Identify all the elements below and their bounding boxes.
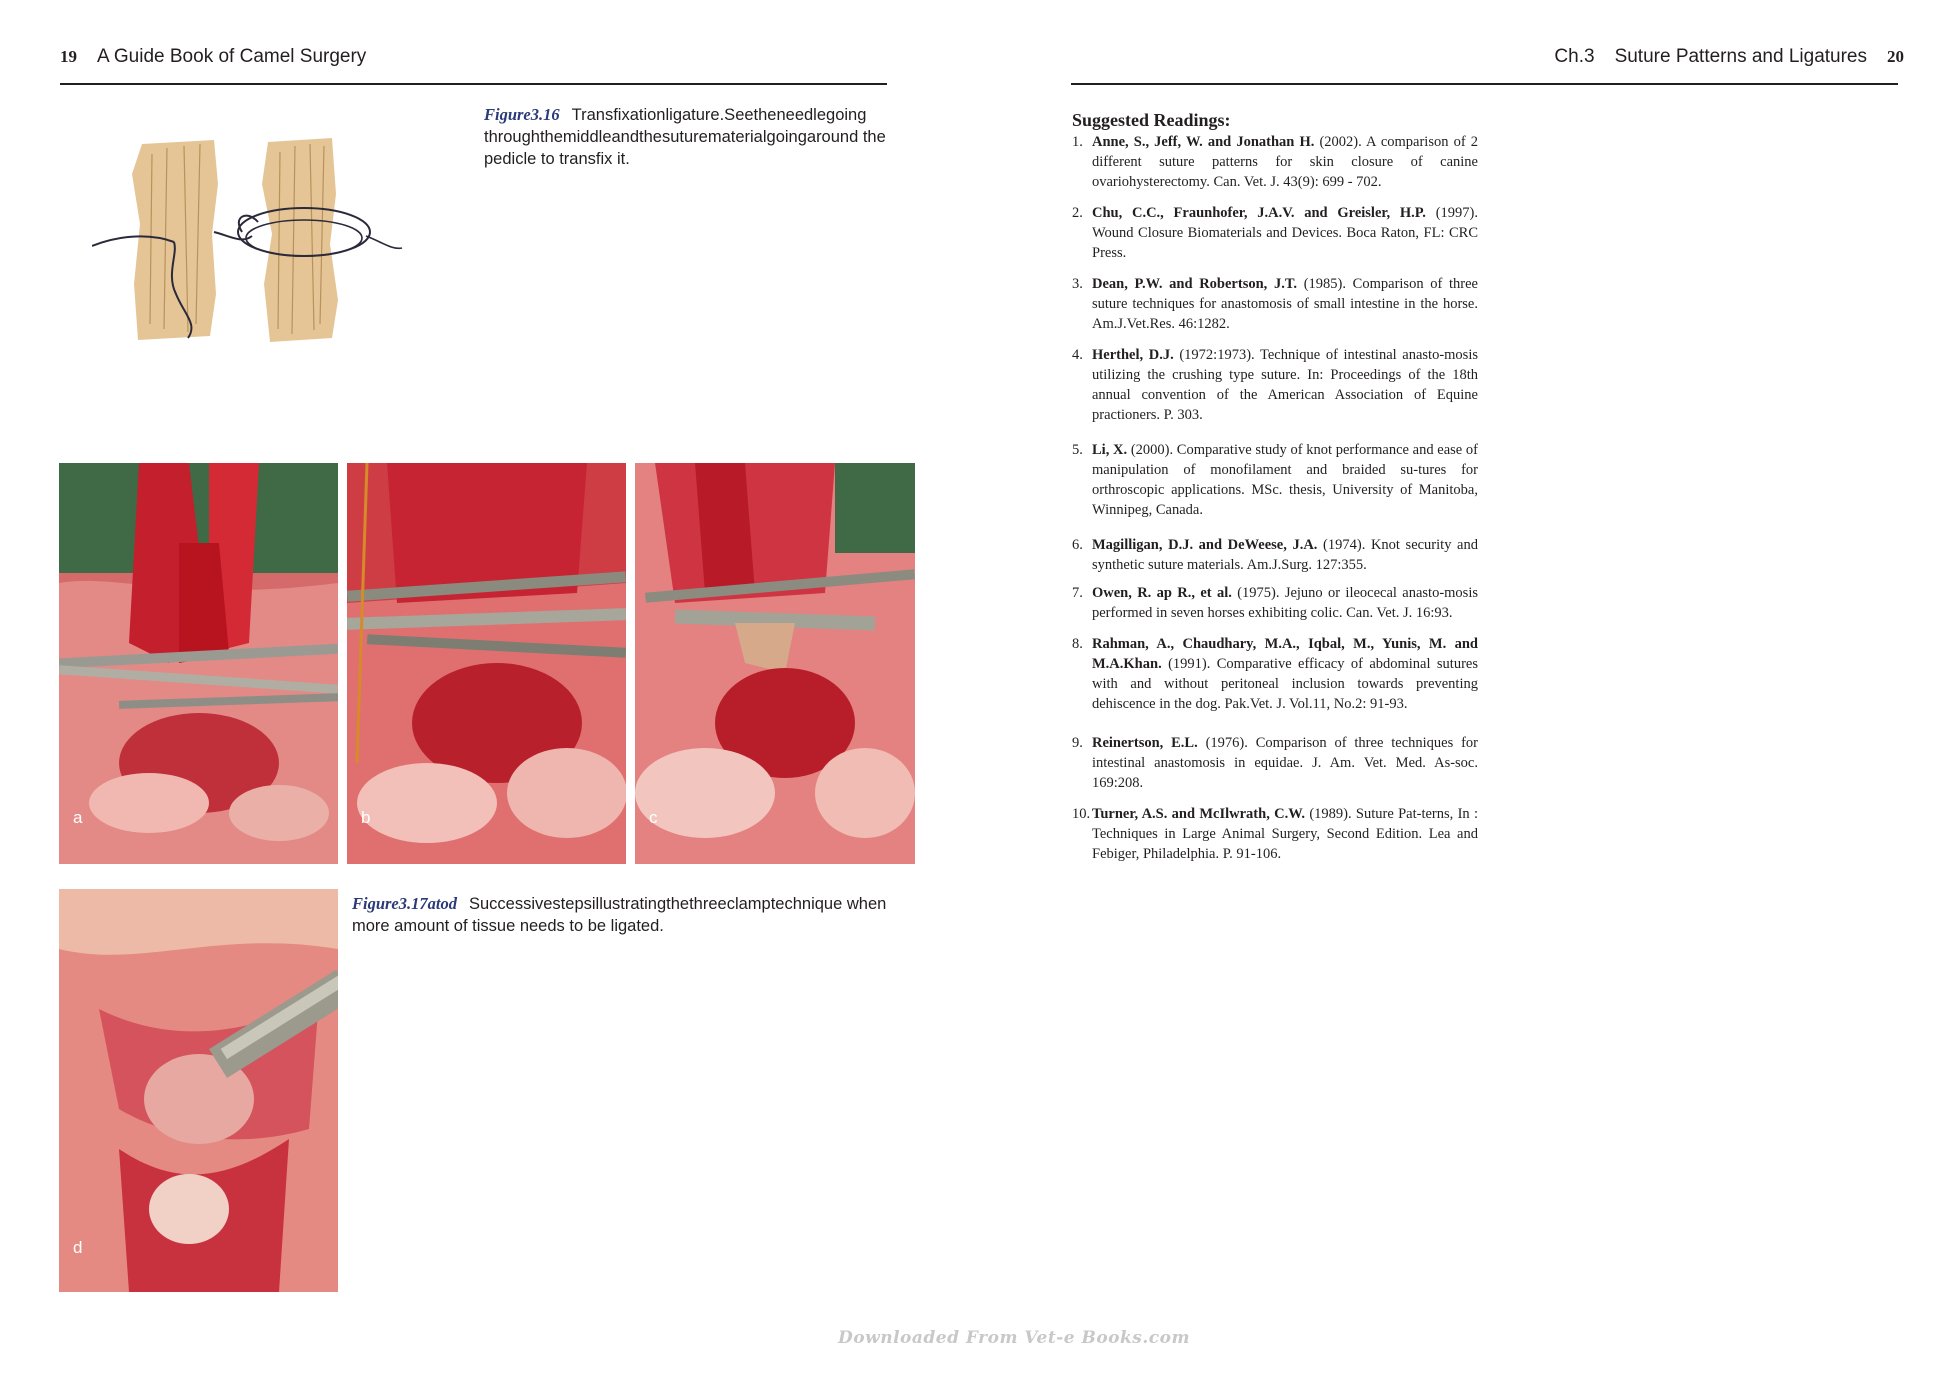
- figure-3-16-label: Figure3.16: [484, 105, 560, 124]
- figure-3-16-text: Transfixationligature.Seetheneedlegoing throughthemiddleandthesuturematerialgoingaround the pedicle to transfix it.: [484, 106, 886, 168]
- reference-item: 5. Li, X. (2000). Comparative study of knot performance and ease of manipulation of monofilament and braided su-tures for orthroscopic applications. MSc. thesis, University of Manitoba, Winnipeg, Canada.: [1072, 442, 1479, 518]
- panel-label-b: b: [361, 808, 371, 827]
- panel-label-c: c: [649, 808, 658, 827]
- figure-3-17-caption: [352, 893, 892, 937]
- page-number-left: 19: [60, 47, 77, 66]
- figure-3-17-text: Successivestepsillustratingthethreeclamptechnique when more amount of tissue needs to be ligated.: [352, 895, 887, 935]
- surgical-photo-c: [635, 463, 915, 864]
- reference-item: 10. Turner, A.S. and McIlwrath, C.W. (1989). Suture Pat-terns, In : Techniques in Large Animal Surgery, Second Edition. Lea and Febiger, Philadelphia. P. 91-106.: [1072, 806, 1478, 862]
- watermark: Downloaded From Vet-e Books.com: [838, 1328, 1190, 1348]
- chapter-title: Suture Patterns and Ligatures: [1614, 46, 1867, 67]
- reference-list: [1072, 132, 1478, 864]
- figure-3-16-caption: [484, 104, 888, 170]
- transfixation-ligature-illustration: [92, 124, 412, 354]
- reference-item: 6. Magilligan, D.J. and DeWeese, J.A. (1974). Knot security and synthetic suture materials. Am.J.Surg. 127:355.: [1072, 537, 1478, 573]
- page-number-right: 20: [1887, 47, 1904, 66]
- suggested-readings-heading: Suggested Readings:: [1072, 110, 1231, 130]
- reference-item: 9. Reinertson, E.L. (1976). Comparison of three techniques for intestinal anastomosis in equidae. J. Am. Vet. Med. As-soc. 169:208.: [1072, 735, 1479, 791]
- header-rule-right: [1071, 83, 1898, 85]
- running-header-right: [1554, 46, 1904, 68]
- book-title: A Guide Book of Camel Surgery: [97, 46, 367, 67]
- chapter-number: Ch.3: [1554, 46, 1595, 67]
- surgical-photo-d: [59, 889, 338, 1292]
- reference-item: 4. Herthel, D.J. (1972:1973). Technique of intestinal anasto-mosis utilizing the crushing type suture. In: Proceedings of the 18th annual convention of the American Association of Equine practioners. P. 303.: [1072, 347, 1478, 423]
- reference-item: 1. Anne, S., Jeff, W. and Jonathan H. (2002). A comparison of 2 different suture patterns for skin closure of canine ovariohysterectomy. Can. Vet. J. 43(9): 699 - 702.: [1072, 134, 1478, 190]
- reference-item: 8. Rahman, A., Chaudhary, M.A., Iqbal, M., Yunis, M. and M.A.Khan. (1991). Comparative efficacy of abdominal sutures with and without peritoneal inclusion towards preventing dehiscence in the dog. Pak.Vet. J. Vol.11, No.2: 91-93.: [1072, 636, 1478, 712]
- reference-item: 7. Owen, R. ap R., et al. (1975). Jejuno or ileocecal anasto-mosis performed in seven horses exhibiting colic. Can. Vet. J. 16:93.: [1072, 585, 1478, 621]
- running-header-left: [60, 46, 366, 68]
- panel-label-d: d: [73, 1238, 83, 1257]
- reference-item: 3. Dean, P.W. and Robertson, J.T. (1985). Comparison of three suture techniques for anastomosis of small intestine in the horse. Am.J.Vet.Res. 46:1282.: [1072, 276, 1478, 332]
- panel-label-a: a: [73, 808, 83, 827]
- surgical-photo-b: [347, 463, 626, 864]
- reference-item: 2. Chu, C.C., Fraunhofer, J.A.V. and Greisler, H.P. (1997). Wound Closure Biomaterials and Devices. Boca Raton, FL: CRC Press.: [1072, 205, 1478, 261]
- figure-3-17-label: Figure3.17atod: [352, 894, 457, 913]
- surgical-photo-a: [59, 463, 338, 864]
- suggested-readings: [1072, 110, 1478, 864]
- header-rule-left: [60, 83, 887, 85]
